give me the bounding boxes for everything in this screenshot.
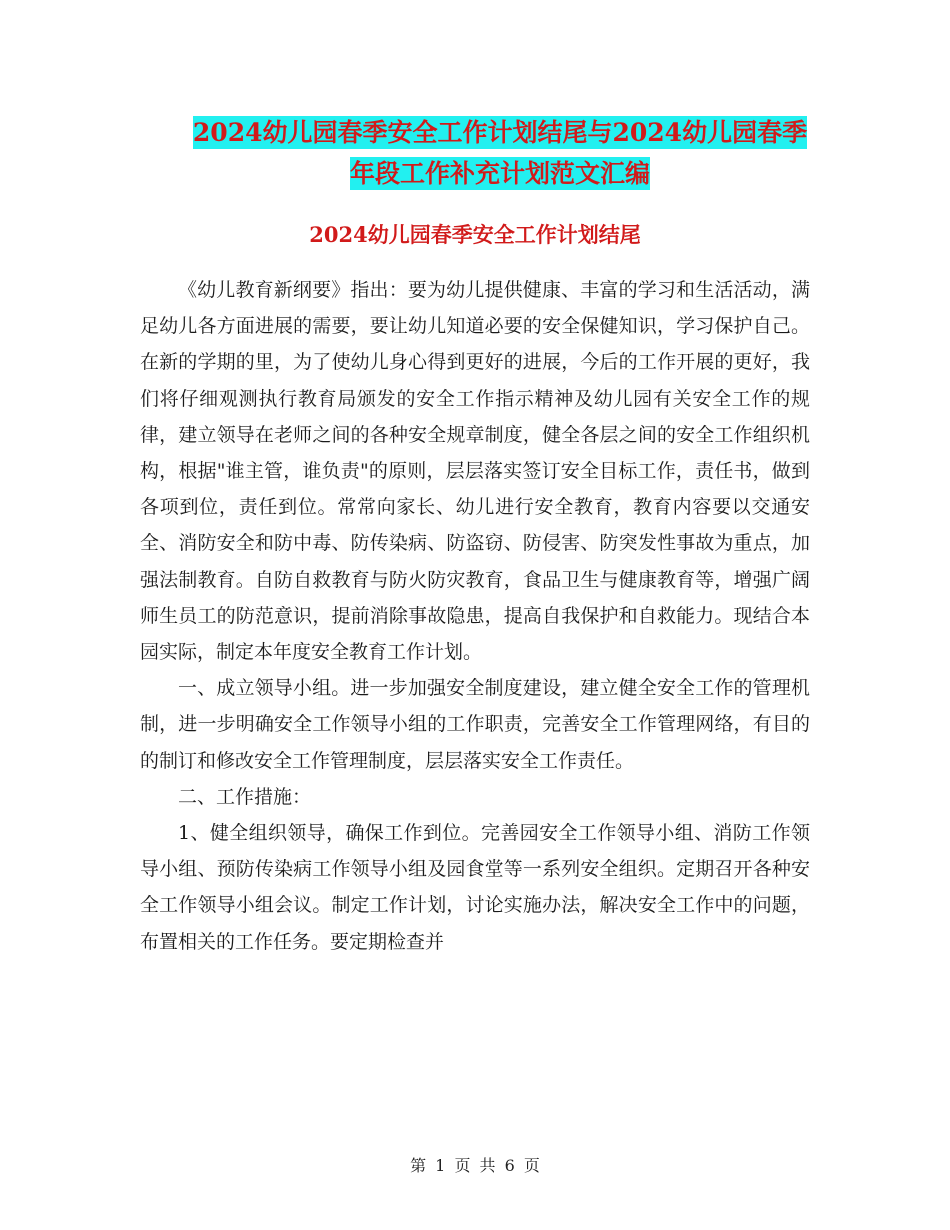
body-text [140,272,810,960]
document-title [140,112,860,194]
section-title: 2024幼儿园春季安全工作计划结尾 [309,222,641,247]
paragraph-intro: 《幼儿教育新纲要》指出：要为幼儿提供健康、丰富的学习和生活活动，满足幼儿各方面进展的需要，要让幼儿知道必要的安全保健知识，学习保护自己。在新的学期的里，为了使幼儿身心得到更好的进展，今后的工作开展的更好，我们将仔细观测执行教育局颁发的安全工作指示精神及幼儿园有关安全工作的规律，建立领导在老师之间的各种安全规章制度，健全各层之间的安全工作组织机构，根据"谁主管，谁负责"的原则，层层落实签订安全目标工作，责任书，做到各项到位，责任到位。常常向家长、幼儿进行安全教育，教育内容要以交通安全、消防安全和防中毒、防传染病、防盗窃、防侵害、防突发性事故为重点，加强法制教育。自防自救教育与防火防灾教育，食品卫生与健康教育等，增强广阔师生员工的防范意识，提前消除事故隐患，提高自我保护和自救能力。现结合本园实际，制定本年度安全教育工作计划。 [140,279,810,664]
paragraph-leadership-group: 一、成立领导小组。进一步加强安全制度建设，建立健全安全工作的管理机制，进一步明确安全工作领导小组的工作职责，完善安全工作管理网络，有目的的制订和修改安全工作管理制度，层层落实安全工作责任。 [140,677,810,772]
paragraph-measure-1: 1、健全组织领导，确保工作到位。完善园安全工作领导小组、消防工作领导小组、预防传染病工作领导小组及园食堂等一系列安全组织。定期召开各种安全工作领导小组会议。制定工作计划，讨论实施办法，解决安全工作中的问题，布置相关的工作任务。要定期检查并 [140,822,810,953]
title-line-2: 年段工作补充计划范文汇编 [349,159,650,188]
page-number-footer: 第 1 页 共 6 页 [410,1156,540,1175]
paragraph-work-measures-heading: 二、工作措施： [178,785,312,808]
title-line-1: 2024幼儿园春季安全工作计划结尾与2024幼儿园春季 [192,118,808,147]
